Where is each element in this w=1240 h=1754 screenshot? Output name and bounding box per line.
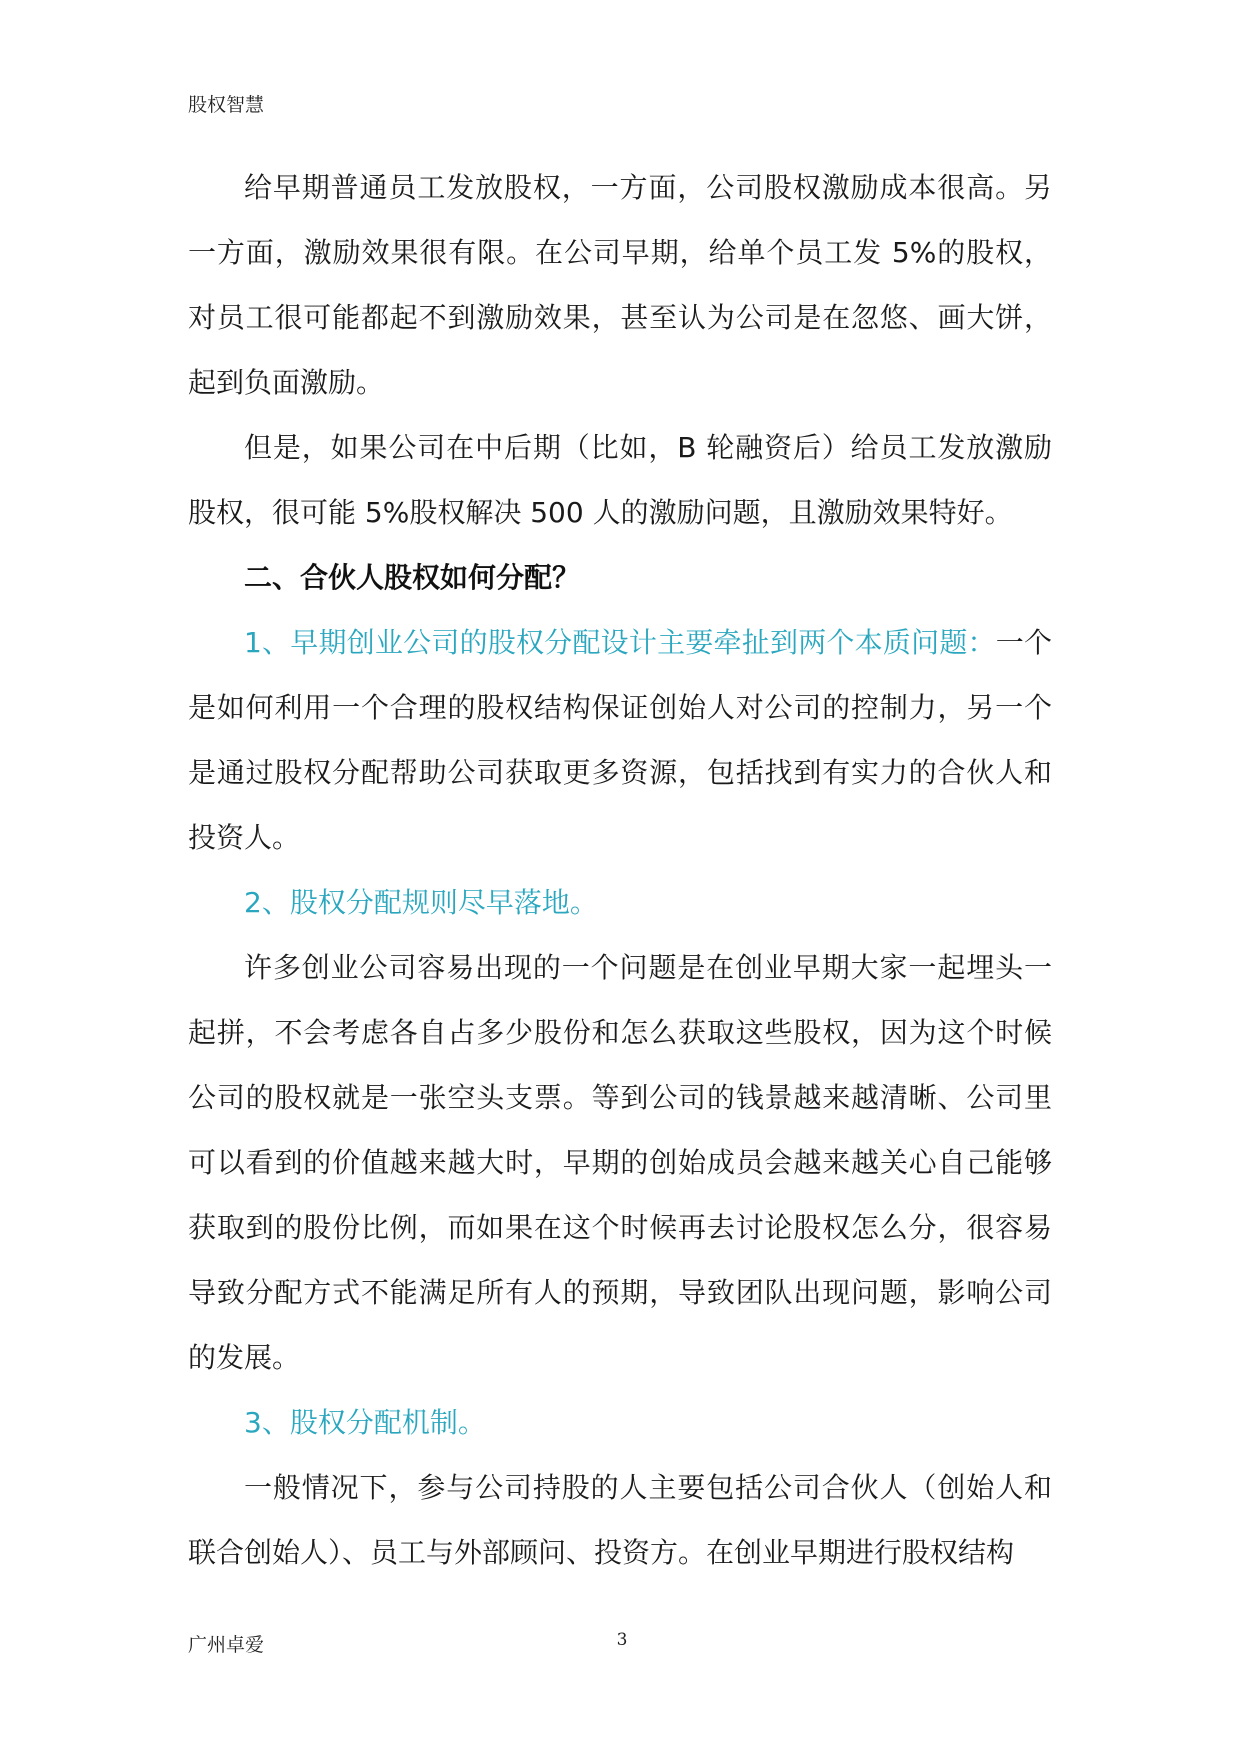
paragraph-early-employee-equity: 给早期普通员工发放股权，一方面，公司股权激励成本很高。另一方面，激励效果很有限。在公司早期，给单个员工发 5%的股权，对员工很可能都起不到激励效果，甚至认为公司是在忽悠、画大饼，起到负面激励。 — [188, 171, 1052, 399]
item-2-title: 2、股权分配规则尽早落地。 — [244, 886, 598, 919]
document-body — [188, 155, 1052, 1585]
page-header: 股权智慧 — [188, 94, 265, 116]
paragraph-rules-early: 许多创业公司容易出现的一个问题是在创业早期大家一起埋头一起拼，不会考虑各自占多少股份和怎么获取这些股权，因为这个时候公司的股权就是一张空头支票。等到公司的钱景越来越清晰、公司里可以看到的价值越来越大时，早期的创始成员会越来越关心自己能够获取到的股份比例，而如果在这个时候再去讨论股权怎么分，很容易导致分配方式不能满足所有人的预期，导致团队出现问题，影响公司的发展。 — [188, 951, 1052, 1374]
page-footer: 广州卓爱 — [188, 1634, 265, 1656]
page-number: 3 — [616, 1630, 628, 1650]
section-heading: 二、合伙人股权如何分配？ — [244, 561, 581, 594]
paragraph-item-1 — [188, 610, 1052, 870]
paragraph-later-stage-equity: 但是，如果公司在中后期（比如，B 轮融资后）给员工发放激励股权，很可能 5%股权解决 500 人的激励问题，且激励效果特好。 — [188, 431, 1052, 529]
item-1-title: 1、早期创业公司的股权分配设计主要牵扯到两个本质问题： — [244, 626, 996, 659]
paragraph-shareholders: 一般情况下，参与公司持股的人主要包括公司合伙人（创始人和联合创始人）、员工与外部顾问、投资方。在创业早期进行股权结构 — [188, 1471, 1052, 1569]
paragraph-item-2 — [188, 870, 1052, 935]
paragraph-item-3 — [188, 1390, 1052, 1455]
item-3-title: 3、股权分配机制。 — [244, 1406, 486, 1439]
item-1-body: 一个是如何利用一个合理的股权结构保证创始人对公司的控制力，另一个是通过股权分配帮助公司获取更多资源，包括找到有实力的合伙人和投资人。 — [188, 626, 1052, 854]
